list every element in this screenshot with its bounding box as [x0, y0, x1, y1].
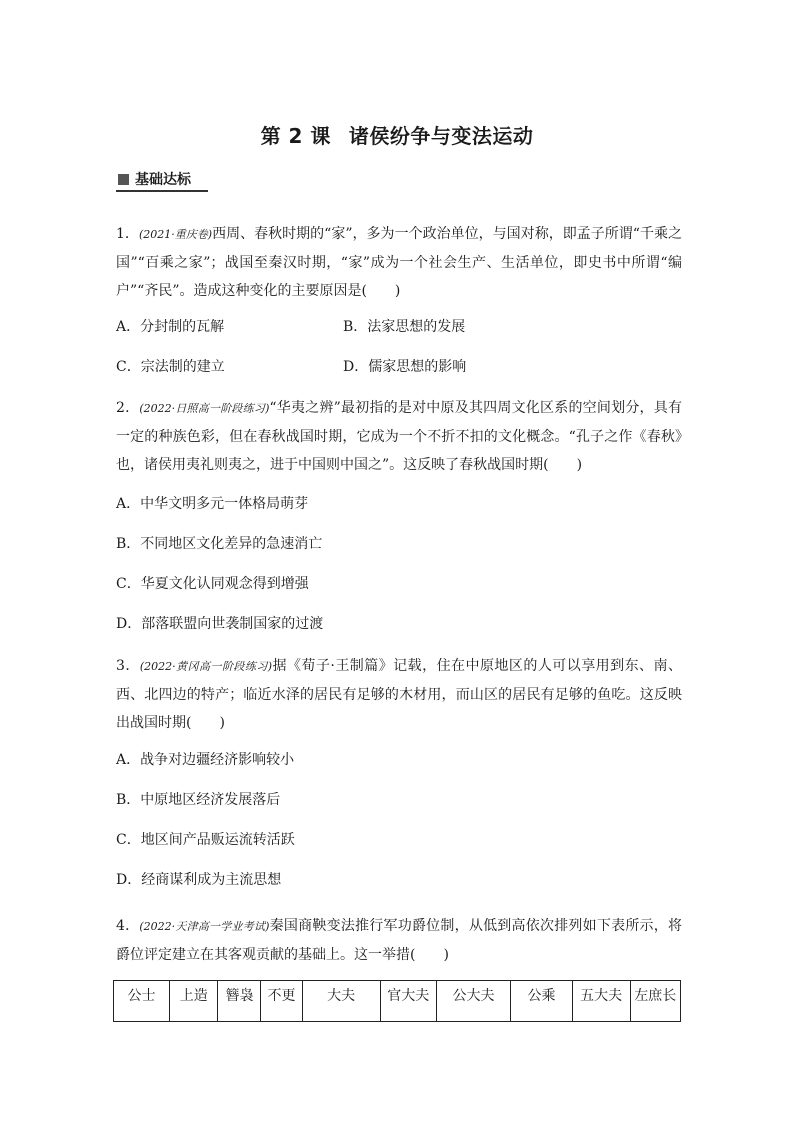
table-cell: 公乘: [511, 981, 573, 1022]
question-2-stem: [116, 394, 682, 479]
question-3-stem: [116, 652, 682, 737]
question-text: 秦国商鞅变法推行军功爵位制，从低到高依次排列如下表所示，将爵位评定建立在其客观贡献的基础上。这一举措( ): [116, 918, 682, 963]
table-row: [114, 981, 681, 1022]
question-source: (2021·重庆卷): [138, 228, 213, 241]
option-a: A．分封制的瓦解: [116, 319, 225, 335]
option-b: B．法家思想的发展: [343, 319, 466, 335]
question-text: “华夷之辨”最初指的是对中原及其四周文化区系的空间划分，具有一定的种族色彩，但在春秋战国时期，它成为一个不折不扣的文化概念。“孔子之作《春秋》也，诸侯用夷礼则夷之，进于中国则中国之”。这反映了春秋战国时期( ): [116, 400, 682, 473]
question-number: 2．: [116, 400, 140, 416]
table-cell: 大夫: [302, 981, 380, 1022]
page-title: [0, 120, 794, 149]
question-text: 西周、春秋时期的“家”，多为一个政治单位，与国对称，即孟子所谓“千乘之国”“百乘之家”；战国至秦汉时期，“家”成为一个社会生产、生活单位，即史书中所谓“编户”“齐民”。造成这种变化的主要原因是( ): [116, 226, 682, 299]
question-source: (2022·日照高一阶段练习): [139, 402, 270, 415]
lesson-name: 诸侯纷争与变法运动: [348, 124, 534, 148]
option-a: A．战争对边疆经济影响较小: [116, 752, 295, 768]
option-b: B．不同地区文化差异的急速消亡: [116, 536, 323, 552]
option-b: B．中原地区经济发展落后: [116, 792, 281, 808]
option-c: C．宗法制的建立: [116, 359, 225, 375]
question-4-stem: [116, 912, 682, 969]
table-cell: 上造: [169, 981, 218, 1022]
table-cell: 五大夫: [572, 981, 630, 1022]
question-source: (2022·黄冈高一阶段练习): [139, 660, 273, 673]
section-label: 基础达标: [135, 172, 191, 188]
option-c: C．华夏文化认同观念得到增强: [116, 576, 309, 592]
section-heading: [116, 170, 208, 192]
table-cell: 不更: [261, 981, 302, 1022]
question-number: 3．: [116, 658, 140, 674]
question-number: 4．: [116, 918, 140, 934]
table-cell: 公士: [114, 981, 170, 1022]
table-cell: 左庶长: [630, 981, 680, 1022]
table-cell: 官大夫: [380, 981, 436, 1022]
option-d: D．儒家思想的影响: [343, 359, 467, 375]
rank-table: [113, 980, 681, 1022]
option-d: D．部落联盟向世袭制国家的过渡: [116, 616, 324, 632]
table-cell: 公大夫: [436, 981, 511, 1022]
square-bullet-icon: [118, 174, 129, 185]
question-number: 1．: [116, 226, 139, 242]
question-source: (2022·天津高一学业考试): [139, 920, 270, 933]
option-c: C．地区间产品贩运流转活跃: [116, 832, 295, 848]
table-cell: 簪袅: [218, 981, 261, 1022]
lesson-number: 第 2 课: [260, 124, 331, 148]
option-a: A．中华文明多元一体格局萌芽: [116, 496, 309, 512]
question-1-stem: [116, 220, 682, 305]
option-d: D．经商谋利成为主流思想: [116, 872, 282, 888]
question-text: 据《荀子·王制篇》记载，住在中原地区的人可以享用到东、南、西、北四边的特产；临近水泽的居民有足够的木材用，而山区的居民有足够的鱼吃。这反映出战国时期( ): [116, 658, 682, 731]
